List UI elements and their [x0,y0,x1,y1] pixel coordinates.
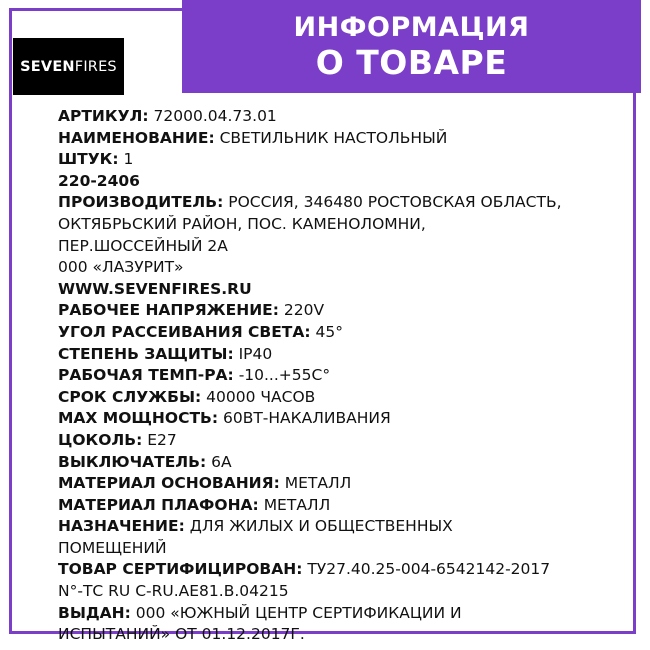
info-row-website: WWW.SEVENFIRES.RU [58,279,252,298]
label: ШТУК: [58,150,119,169]
label: УГОЛ РАССЕИВАНИЯ СВЕТА: [58,322,311,341]
value: 6А [211,452,232,471]
label: СТЕПЕНЬ ЗАЩИТЫ: [58,344,234,363]
label: НАИМЕНОВАНИЕ: [58,128,215,147]
info-row-switch [58,452,628,474]
label: ВЫДАН: [58,603,131,622]
label: ВЫКЛЮЧАТЕЛЬ: [58,452,207,471]
value: ТУ27.40.25-004-6542142-2017 [307,560,551,579]
header-line-2: О ТОВАРЕ [315,42,508,82]
info-row-socket [58,430,628,452]
value: 220V [283,301,325,320]
value: 40000 ЧАСОВ [206,387,316,406]
value: ДЛЯ ЖИЛЫХ И ОБЩЕСТВЕННЫХ [189,517,453,536]
value: 45° [315,322,343,341]
info-row-ip [58,344,628,366]
info-cert-cont: N°-ТС RU C-RU.AE81.B.04215 [58,582,289,601]
value: 1 [123,150,134,169]
info-row-issued [58,603,628,625]
value: Е27 [147,430,177,449]
value: 60ВТ-НАКАЛИВАНИЯ [222,409,391,428]
label: ТОВАР СЕРТИФИЦИРОВАН: [58,560,303,579]
info-row-name [58,128,628,150]
label: ПРОИЗВОДИТЕЛЬ: [58,193,224,212]
info-maker-cont-3: 000 «ЛАЗУРИТ» [58,258,184,277]
label: СРОК СЛУЖБЫ: [58,387,202,406]
label: НАЗНАЧЕНИЕ: [58,517,185,536]
logo-text-regular: FIRES [74,58,117,75]
info-row-qty [58,149,628,171]
value: РОССИЯ, 346480 РОСТОВСКАЯ ОБЛАСТЬ, [228,193,562,212]
label: МАТЕРИАЛ ОСНОВАНИЯ: [58,474,280,493]
header-banner [182,0,641,93]
info-maker-cont-1: ОКТЯБРЬСКИЙ РАЙОН, ПОС. КАМЕНОЛОМНИ, [58,214,426,233]
info-row-angle [58,322,628,344]
header-line-1: ИНФОРМАЦИЯ [293,11,530,43]
info-row-life [58,387,628,409]
label: МАТЕРИАЛ ПЛАФОНА: [58,495,259,514]
value: СВЕТИЛЬНИК НАСТОЛЬНЫЙ [219,128,448,147]
info-row-code: 220-2406 [58,171,140,190]
value: МЕТАЛЛ [284,474,352,493]
value: МЕТАЛЛ [263,495,331,514]
value: 72000.04.73.01 [153,107,277,125]
info-row-maker [58,192,628,214]
value: 000 «ЮЖНЫЙ ЦЕНТР СЕРТИФИКАЦИИ И [135,603,462,622]
value: IP40 [238,344,273,363]
value: -10...+55С° [238,366,331,385]
brand-logo [13,38,124,95]
info-row-power [58,408,628,430]
info-issued-cont: ИСПЫТАНИЙ» ОТ 01.12.2017Г. [58,625,305,644]
label: АРТИКУЛ: [58,107,149,125]
product-info [58,106,628,646]
info-row-voltage [58,300,628,322]
label: РАБОЧАЯ ТЕМП-РА: [58,366,234,385]
info-row-purpose [58,516,628,538]
info-purpose-cont: ПОМЕЩЕНИЙ [58,538,167,557]
info-row-article [58,106,628,128]
label: MAX МОЩНОСТЬ: [58,409,219,428]
info-row-cert [58,559,628,581]
info-row-shade [58,495,628,517]
info-row-temp [58,365,628,387]
logo-text-bold: SEVEN [20,58,75,75]
label: РАБОЧЕЕ НАПРЯЖЕНИЕ: [58,301,279,320]
info-row-base [58,473,628,495]
info-maker-cont-2: ПЕР.ШОССЕЙНЫЙ 2А [58,236,228,255]
label: ЦОКОЛЬ: [58,430,143,449]
